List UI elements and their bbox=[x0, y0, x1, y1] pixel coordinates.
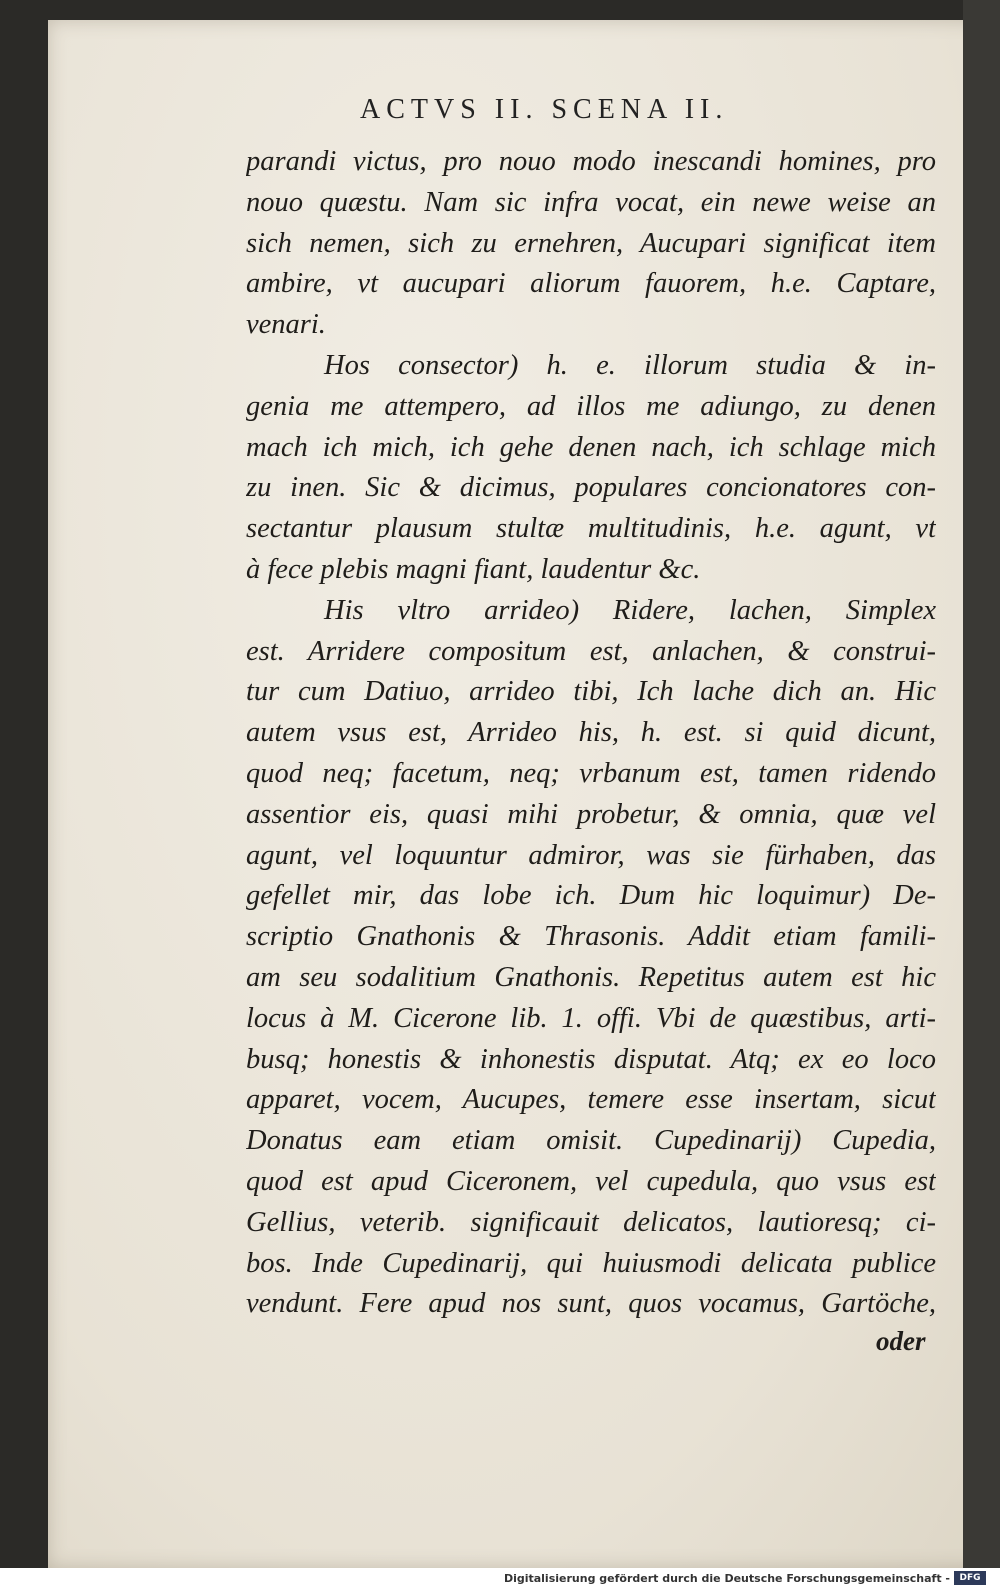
text-line: quod est apud Ciceronem, vel cupedula, quo vsus est bbox=[246, 1165, 936, 1197]
text-line: sich nemen, sich zu ernehren, Aucupari significat item bbox=[246, 227, 936, 259]
text-line: parandi victus, pro nouo modo inescandi homines, pro bbox=[246, 146, 936, 177]
text-line: Hos consector) h. e. illorum studia & in- bbox=[324, 349, 936, 381]
text-line: autem vsus est, Arrideo his, h. est. si quid dicunt, bbox=[246, 717, 936, 749]
text-line: agunt, vel loquuntur admiror, was sie fürhaben, das bbox=[246, 839, 936, 871]
text-line: nouo quæstu. Nam sic infra vocat, ein newe weise an bbox=[246, 186, 936, 218]
text-line: tur cum Datiuo, arrideo tibi, Ich lache dich an. Hic bbox=[246, 676, 936, 708]
text-line: zu inen. Sic & dicimus, populares concionatores con- bbox=[246, 472, 936, 504]
text-line: mach ich mich, ich gehe denen nach, ich schlage mich bbox=[246, 431, 936, 463]
text-line: apparet, vocem, Aucupes, temere esse insertam, sicut bbox=[246, 1084, 936, 1116]
text-line: assentior eis, quasi mihi probetur, & omnia, quæ vel bbox=[246, 798, 936, 830]
scan-background-edge bbox=[963, 0, 1000, 1568]
text-line: sectantur plausum stultæ multitudinis, h.e. agunt, vt bbox=[246, 513, 936, 545]
text-line: venari. bbox=[246, 309, 326, 341]
text-line: ambire, vt aucupari aliorum fauorem, h.e. Captare, bbox=[246, 268, 936, 300]
text-line: quod neq; facetum, neq; vrbanum est, tamen ridendo bbox=[246, 757, 936, 789]
body-text bbox=[246, 142, 936, 1325]
text-line: gefellet mir, das lobe ich. Dum hic loquimur) De- bbox=[246, 880, 936, 912]
dfg-logo: DFG bbox=[954, 1571, 986, 1585]
footer-credit: Digitalisierung gefördert durch die Deutsche Forschungsgemeinschaft - bbox=[503, 1572, 950, 1585]
text-line: est. Arridere compositum est, anlachen, & construi- bbox=[246, 635, 936, 667]
running-header: ACTVS II. SCENA II. bbox=[360, 94, 729, 125]
text-line: Donatus eam etiam omisit. Cupedinarij) Cupedia, bbox=[246, 1125, 936, 1157]
text-line: scriptio Gnathonis & Thrasonis. Addit etiam famili- bbox=[246, 921, 936, 953]
text-line: bos. Inde Cupedinarij, qui huiusmodi delicata publice bbox=[246, 1247, 936, 1279]
catchword: oder bbox=[876, 1326, 926, 1356]
text-line: à fece plebis magni fiant, laudentur &c. bbox=[246, 553, 701, 585]
text-line: locus à M. Cicerone lib. 1. offi. Vbi de quæstibus, arti- bbox=[246, 1002, 936, 1034]
text-line: vendunt. Fere apud nos sunt, quos vocamus, Gartöche, bbox=[246, 1288, 936, 1320]
text-line: busq; honestis & inhonestis disputat. Atq; ex eo loco bbox=[246, 1043, 936, 1075]
text-line: Gellius, veterib. significauit delicatos, lautioresq; ci- bbox=[246, 1206, 936, 1238]
text-line: am seu sodalitium Gnathonis. Repetitus autem est hic bbox=[246, 961, 936, 993]
text-line: genia me attempero, ad illos me adiungo, zu denen bbox=[246, 390, 936, 422]
text-line: His vltro arrideo) Ridere, lachen, Simplex bbox=[324, 594, 936, 626]
